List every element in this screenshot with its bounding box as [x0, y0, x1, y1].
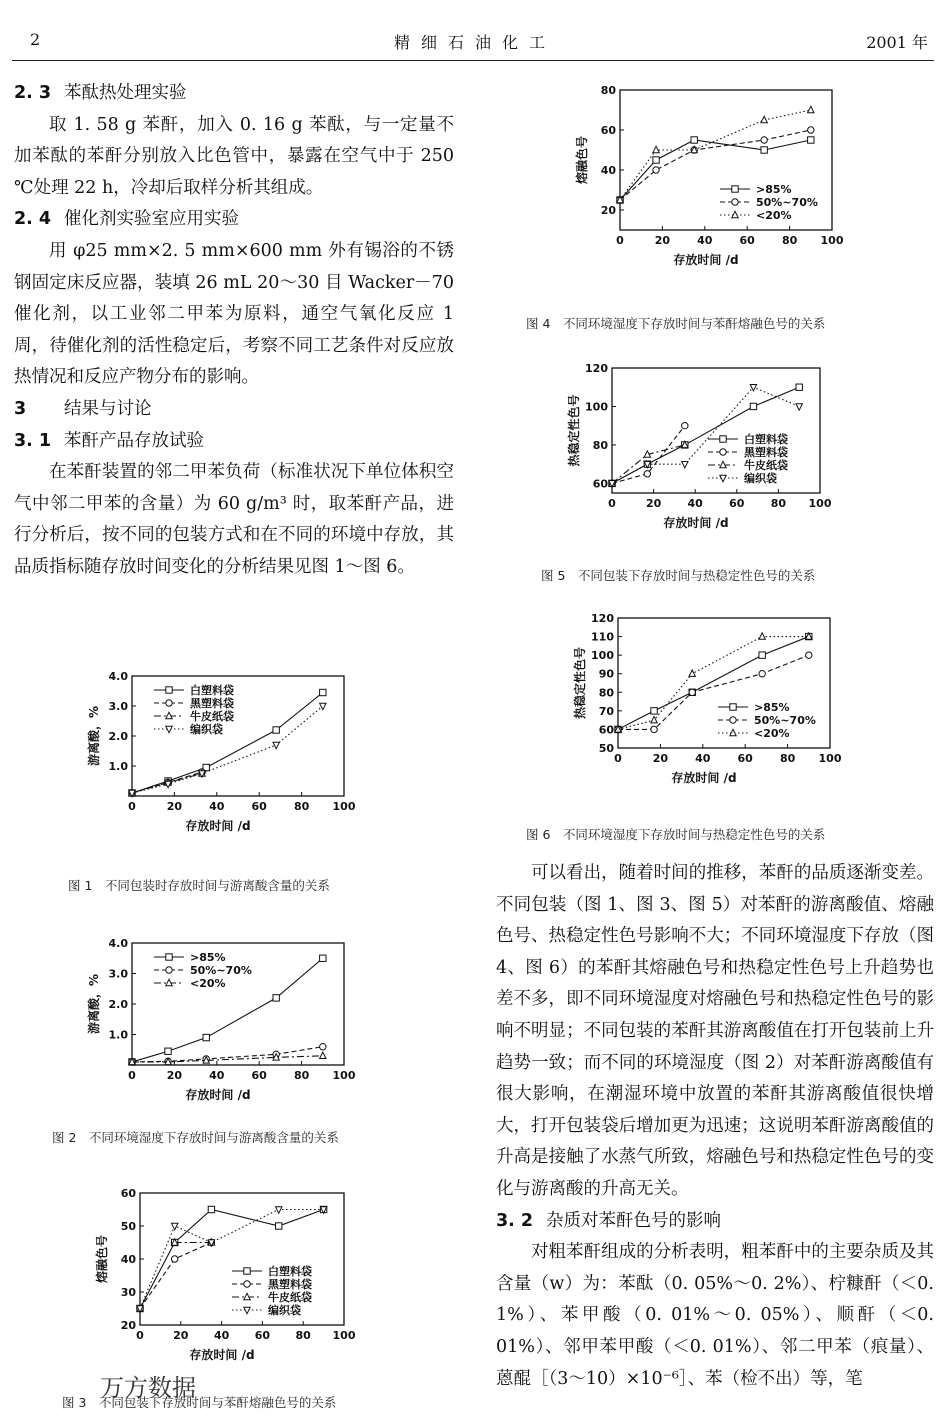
- data-point: [689, 670, 695, 676]
- y-tick-label: 1.0: [108, 760, 128, 773]
- x-tick-label: 80: [293, 800, 310, 813]
- data-point: [208, 1206, 214, 1212]
- data-point: [759, 652, 765, 658]
- x-tick-label: 100: [332, 1069, 356, 1082]
- legend-label: 编织袋: [744, 472, 777, 485]
- section-heading: [14, 204, 454, 236]
- y-tick-label: 30: [120, 1286, 136, 1299]
- y-tick-label: 4.0: [108, 937, 128, 950]
- x-tick-label: 100: [332, 800, 356, 813]
- x-tick-label: 100: [808, 497, 832, 510]
- y-axis-label: 游离酸，%: [87, 973, 101, 1035]
- data-point: [651, 726, 657, 732]
- y-tick-label: 3.0: [108, 967, 128, 981]
- page-number: 2: [30, 30, 41, 49]
- y-tick-label: 2.0: [108, 998, 128, 1011]
- x-tick-label: 20: [173, 1329, 189, 1342]
- legend-label: 50%~70%: [190, 964, 252, 977]
- data-point: [796, 384, 802, 390]
- y-tick-label: 4.0: [108, 670, 128, 683]
- x-tick-label: 60: [251, 1069, 267, 1082]
- y-tick-label: 120: [591, 612, 614, 625]
- data-point: [689, 689, 695, 695]
- x-tick-label: 40: [209, 1069, 225, 1082]
- y-tick-label: 2.0: [108, 730, 128, 743]
- x-tick-label: 60: [729, 497, 745, 510]
- page-header: [0, 28, 950, 52]
- y-tick-label: 3.0: [108, 700, 128, 713]
- body-paragraph: 取 1. 58 g 苯酐，加入 0. 16 g 苯酞，与一定量不加苯酞的苯酐分别放入比色管中，暴露在空气中于 250 ℃处理 22 h，冷却后取样分析其组成。: [14, 114, 454, 198]
- body-paragraph: 用 φ25 mm×2. 5 mm×600 mm 外有锡浴的不锈钢固定床反应器，装填 26 mL 20～30 目 Wacker－70 催化剂，以工业邻二甲苯为原料，通空气氧化反应 1 周，待催化剂的活性稳定后，考察不同工艺条件对反应放热情况和反应产物分布的影响。: [14, 240, 454, 388]
- data-point: [653, 157, 659, 163]
- figure-2-caption: 图 2 不同环境湿度下存放时间与游离酸含量的关系: [52, 1130, 339, 1145]
- data-point: [320, 955, 326, 961]
- x-tick-label: 60: [737, 752, 753, 765]
- data-point: [165, 1048, 171, 1054]
- y-tick-label: 60: [600, 124, 616, 137]
- legend-entry: [154, 709, 234, 723]
- left-column: [14, 78, 454, 584]
- data-point: [171, 1256, 177, 1262]
- watermark-text: 万方数据: [100, 1374, 196, 1402]
- section-number: 2. 3: [14, 83, 52, 103]
- legend-marker: [730, 704, 736, 710]
- x-tick-label: 20: [652, 752, 669, 765]
- x-tick-label: 0: [128, 1069, 136, 1082]
- legend-entry: [720, 183, 792, 196]
- journal-title: 精细石油化工: [393, 33, 556, 52]
- x-tick-label: 20: [166, 1069, 183, 1082]
- plot-frame: [620, 90, 832, 230]
- legend-label: 50%~70%: [756, 196, 818, 209]
- data-point: [761, 116, 767, 122]
- x-tick-label: 0: [608, 497, 616, 510]
- figure-1-chart: [60, 668, 390, 848]
- legend-entry: [154, 722, 223, 736]
- data-point: [691, 137, 697, 143]
- legend-label: 牛皮纸袋: [744, 459, 788, 472]
- x-tick-label: 20: [654, 234, 671, 247]
- legend-entry: [708, 432, 788, 446]
- data-point: [682, 461, 688, 467]
- y-tick-label: 80: [598, 686, 614, 700]
- legend-label: 白塑料袋: [744, 433, 788, 446]
- legend-entry: [708, 445, 788, 459]
- y-tick-label: 100: [585, 400, 608, 414]
- legend-marker: [720, 436, 726, 442]
- x-tick-label: 100: [820, 234, 844, 247]
- figure-5-chart: [540, 360, 870, 540]
- legend-marker: [730, 717, 736, 723]
- plot-frame: [612, 368, 820, 493]
- section-title: 催化剂实验室应用实验: [64, 209, 239, 230]
- legend-marker: [166, 700, 172, 706]
- data-point: [320, 1044, 326, 1050]
- data-point: [750, 403, 756, 409]
- figure-4-caption: 图 4 不同环境湿度下存放时间与苯酐熔融色号的关系: [526, 316, 826, 331]
- y-axis-label: 熔融色号: [95, 1234, 109, 1284]
- legend-label: <20%: [754, 727, 790, 740]
- figure-5-caption: 图 5 不同包装下存放时间与热稳定性色号的关系: [541, 568, 816, 583]
- legend-label: 黑塑料袋: [268, 1278, 312, 1291]
- figure-3-caption: 图 3 不同包装下存放时间与苯酐熔融色号的关系: [62, 1395, 337, 1410]
- x-tick-label: 20: [166, 800, 183, 813]
- figure-6-chart: [540, 610, 870, 795]
- legend-label: >85%: [190, 951, 226, 964]
- x-axis-label: 存放时间 /d: [185, 819, 251, 833]
- x-tick-label: 40: [213, 1329, 230, 1342]
- legend-marker: [166, 687, 172, 693]
- data-point: [320, 689, 326, 695]
- data-point: [203, 1034, 209, 1040]
- y-axis-label: 热稳定性色号: [567, 394, 581, 467]
- data-point: [682, 422, 688, 428]
- legend-marker: [244, 1281, 250, 1287]
- section-number: 2. 4: [14, 209, 52, 230]
- section-title: 苯酞热处理实验: [64, 83, 187, 103]
- x-tick-label: 0: [128, 800, 136, 813]
- legend-label: 黑塑料袋: [744, 446, 788, 459]
- x-axis-label: 存放时间 /d: [671, 771, 737, 785]
- data-point: [808, 106, 814, 112]
- legend-entry: [718, 714, 816, 727]
- y-axis-label: 熔融色号: [575, 135, 589, 185]
- figure-3-chart: [60, 1185, 390, 1365]
- data-point: [796, 404, 802, 410]
- x-tick-label: 60: [251, 800, 267, 813]
- y-tick-label: 60: [598, 723, 614, 737]
- data-point: [653, 146, 659, 152]
- y-tick-label: 80: [592, 438, 608, 452]
- data-point: [808, 137, 814, 143]
- x-tick-label: 0: [136, 1329, 144, 1342]
- legend-marker: [732, 186, 738, 192]
- y-tick-label: 50: [598, 742, 614, 755]
- x-tick-label: 0: [614, 752, 622, 765]
- data-point: [759, 633, 765, 639]
- x-tick-label: 80: [293, 1069, 310, 1082]
- data-point: [759, 671, 765, 677]
- y-axis-label: 游离酸，%: [87, 705, 101, 767]
- legend-entry: [154, 951, 226, 964]
- section-number: 3: [14, 398, 27, 419]
- section-heading: [496, 1206, 934, 1238]
- section-title: 苯酐产品存放试验: [64, 430, 204, 451]
- x-tick-label: 0: [616, 234, 624, 247]
- series-line: [140, 1243, 211, 1309]
- y-tick-label: 20: [600, 204, 616, 217]
- x-tick-label: 80: [295, 1329, 311, 1342]
- body-paragraph: 对粗苯酐组成的分析表明，粗苯酐中的主要杂质及其含量（w）为：苯酞（0. 05%～0. 2%）、柠糠酐（＜0. 1%）、苯甲酸（0. 01%～0. 05%）、顺酐（＜0. 01%）、邻甲苯甲酸（＜0. 01%）、邻二甲苯（痕量）、蒽醌［（3～10）×10⁻⁶］、苯（检不出）等，笔: [496, 1242, 934, 1389]
- legend-entry: [708, 458, 788, 472]
- y-tick-label: 90: [598, 667, 614, 681]
- section-heading: [14, 394, 454, 426]
- x-axis-label: 存放时间 /d: [185, 1088, 251, 1102]
- legend-entry: [154, 977, 226, 990]
- data-point: [320, 1052, 326, 1058]
- y-tick-label: 1.0: [108, 1028, 128, 1042]
- y-axis-label: 热稳定性色号: [573, 646, 587, 720]
- legend-entry: [720, 196, 818, 209]
- legend-entry: [708, 471, 777, 485]
- y-tick-label: 40: [120, 1253, 136, 1266]
- legend-label: 牛皮纸袋: [190, 710, 234, 723]
- y-tick-label: 20: [120, 1319, 136, 1332]
- legend-marker: [244, 1268, 250, 1274]
- legend-label: 白塑料袋: [268, 1265, 312, 1278]
- y-tick-label: 120: [585, 362, 608, 375]
- plot-frame: [132, 676, 344, 796]
- x-tick-label: 40: [697, 234, 713, 247]
- legend-entry: [154, 696, 234, 710]
- data-point: [273, 727, 279, 733]
- data-point: [761, 137, 767, 143]
- legend-entry: [718, 701, 790, 714]
- data-point: [276, 1207, 282, 1213]
- legend-label: 编织袋: [268, 1304, 301, 1317]
- figure-1-caption: 图 1 不同包装时存放时间与游离酸含量的关系: [68, 878, 330, 893]
- legend-label: >85%: [754, 701, 790, 714]
- legend-entry: [232, 1303, 301, 1317]
- legend-marker: [166, 967, 172, 973]
- y-tick-label: 60: [592, 477, 608, 491]
- figure-2-chart: [60, 935, 390, 1115]
- legend-label: <20%: [190, 977, 226, 990]
- x-tick-label: 60: [254, 1329, 271, 1342]
- x-tick-label: 100: [818, 752, 842, 765]
- legend-marker: [732, 199, 738, 205]
- legend-entry: [154, 683, 234, 697]
- data-point: [171, 1223, 177, 1229]
- y-tick-label: 70: [598, 704, 614, 718]
- figure-6-caption: 图 6 不同环境湿度下存放时间与热稳定性色号的关系: [526, 827, 826, 842]
- y-tick-label: 100: [591, 649, 614, 663]
- legend-label: 黑塑料袋: [190, 697, 234, 710]
- x-axis-label: 存放时间 /d: [673, 253, 739, 267]
- x-tick-label: 40: [209, 800, 225, 813]
- section-heading: [14, 426, 454, 458]
- section-title: 结果与讨论: [64, 398, 152, 419]
- section-number: 3. 2: [496, 1210, 534, 1231]
- x-axis-label: 存放时间 /d: [663, 516, 729, 530]
- legend-entry: [232, 1290, 312, 1304]
- section-title: 杂质对苯酐色号的影响: [546, 1210, 721, 1231]
- legend-marker: [720, 449, 726, 455]
- x-tick-label: 80: [770, 497, 787, 510]
- y-tick-label: 50: [120, 1220, 136, 1233]
- data-point: [653, 167, 659, 173]
- body-paragraph: 可以看出，随着时间的推移，苯酐的品质逐渐变差。不同包装（图 1、图 3、图 5）对苯酐的游离酸值、熔融色号、热稳定性色号影响不大；不同环境湿度下存放（图 4、图 6）的苯酐其熔融色号和热稳定性色号上升趋势也差不多，即不同环境湿度对熔融色号和热稳定性色号的影响不明显；不同包装的苯酐其游离酸值在打开包装前上升趋势一致；而不同的环境湿度（图 2）对苯酐游离酸值有很大影响，在潮湿环境中放置的苯酐其游离酸值很快增大，打开包装袋后增加更为迅速；这说明苯酐游离酸值的升高是接触了水蒸气所致，熔融色号和热稳定性色号的变化与游离酸的升高无关。: [496, 863, 934, 1199]
- plot-frame: [618, 618, 830, 748]
- x-tick-label: 80: [781, 234, 798, 247]
- legend-entry: [154, 964, 252, 977]
- data-point: [761, 147, 767, 153]
- publication-year: 2001 年: [866, 33, 928, 52]
- x-tick-label: 100: [332, 1329, 356, 1342]
- y-tick-label: 40: [600, 164, 616, 177]
- body-paragraph: 在苯酐装置的邻二甲苯负荷（标准状况下单位体积空气中邻二甲苯的含量）为 60 g/m³ 时，取苯酐产品，进行分析后，按不同的包装方式和在不同的环境中存放，其品质指标随存放时间变化的分析结果见图 1～图 6。: [14, 462, 454, 577]
- section-heading: [14, 78, 454, 110]
- x-tick-label: 80: [779, 752, 796, 765]
- plot-frame: [132, 943, 344, 1065]
- right-column: [496, 858, 934, 1395]
- legend-label: >85%: [756, 183, 792, 196]
- legend-label: 编织袋: [190, 723, 223, 736]
- legend-label: 牛皮纸袋: [268, 1291, 312, 1304]
- legend-entry: [720, 209, 792, 222]
- legend-label: <20%: [756, 209, 792, 222]
- legend-entry: [232, 1277, 312, 1291]
- x-tick-label: 20: [645, 497, 662, 510]
- x-tick-label: 40: [687, 497, 703, 510]
- y-tick-label: 80: [600, 84, 616, 97]
- data-point: [273, 995, 279, 1001]
- x-axis-label: 存放时间 /d: [189, 1348, 255, 1362]
- legend-label: 白塑料袋: [190, 684, 234, 697]
- data-point: [808, 127, 814, 133]
- data-point: [320, 703, 326, 709]
- y-tick-label: 110: [591, 630, 614, 644]
- y-tick-label: 60: [120, 1187, 136, 1200]
- data-point: [806, 652, 812, 658]
- x-tick-label: 40: [695, 752, 711, 765]
- x-tick-label: 60: [739, 234, 755, 247]
- data-point: [651, 708, 657, 714]
- legend-marker: [166, 954, 172, 960]
- data-point: [273, 742, 279, 748]
- data-point: [276, 1223, 282, 1229]
- figure-4-chart: [540, 80, 870, 270]
- legend-entry: [718, 727, 790, 740]
- series-2: [137, 1239, 215, 1311]
- section-number: 3. 1: [14, 430, 52, 451]
- header-rule: [12, 60, 934, 61]
- legend-entry: [232, 1264, 312, 1278]
- data-point: [644, 471, 650, 477]
- legend-label: 50%~70%: [754, 714, 816, 727]
